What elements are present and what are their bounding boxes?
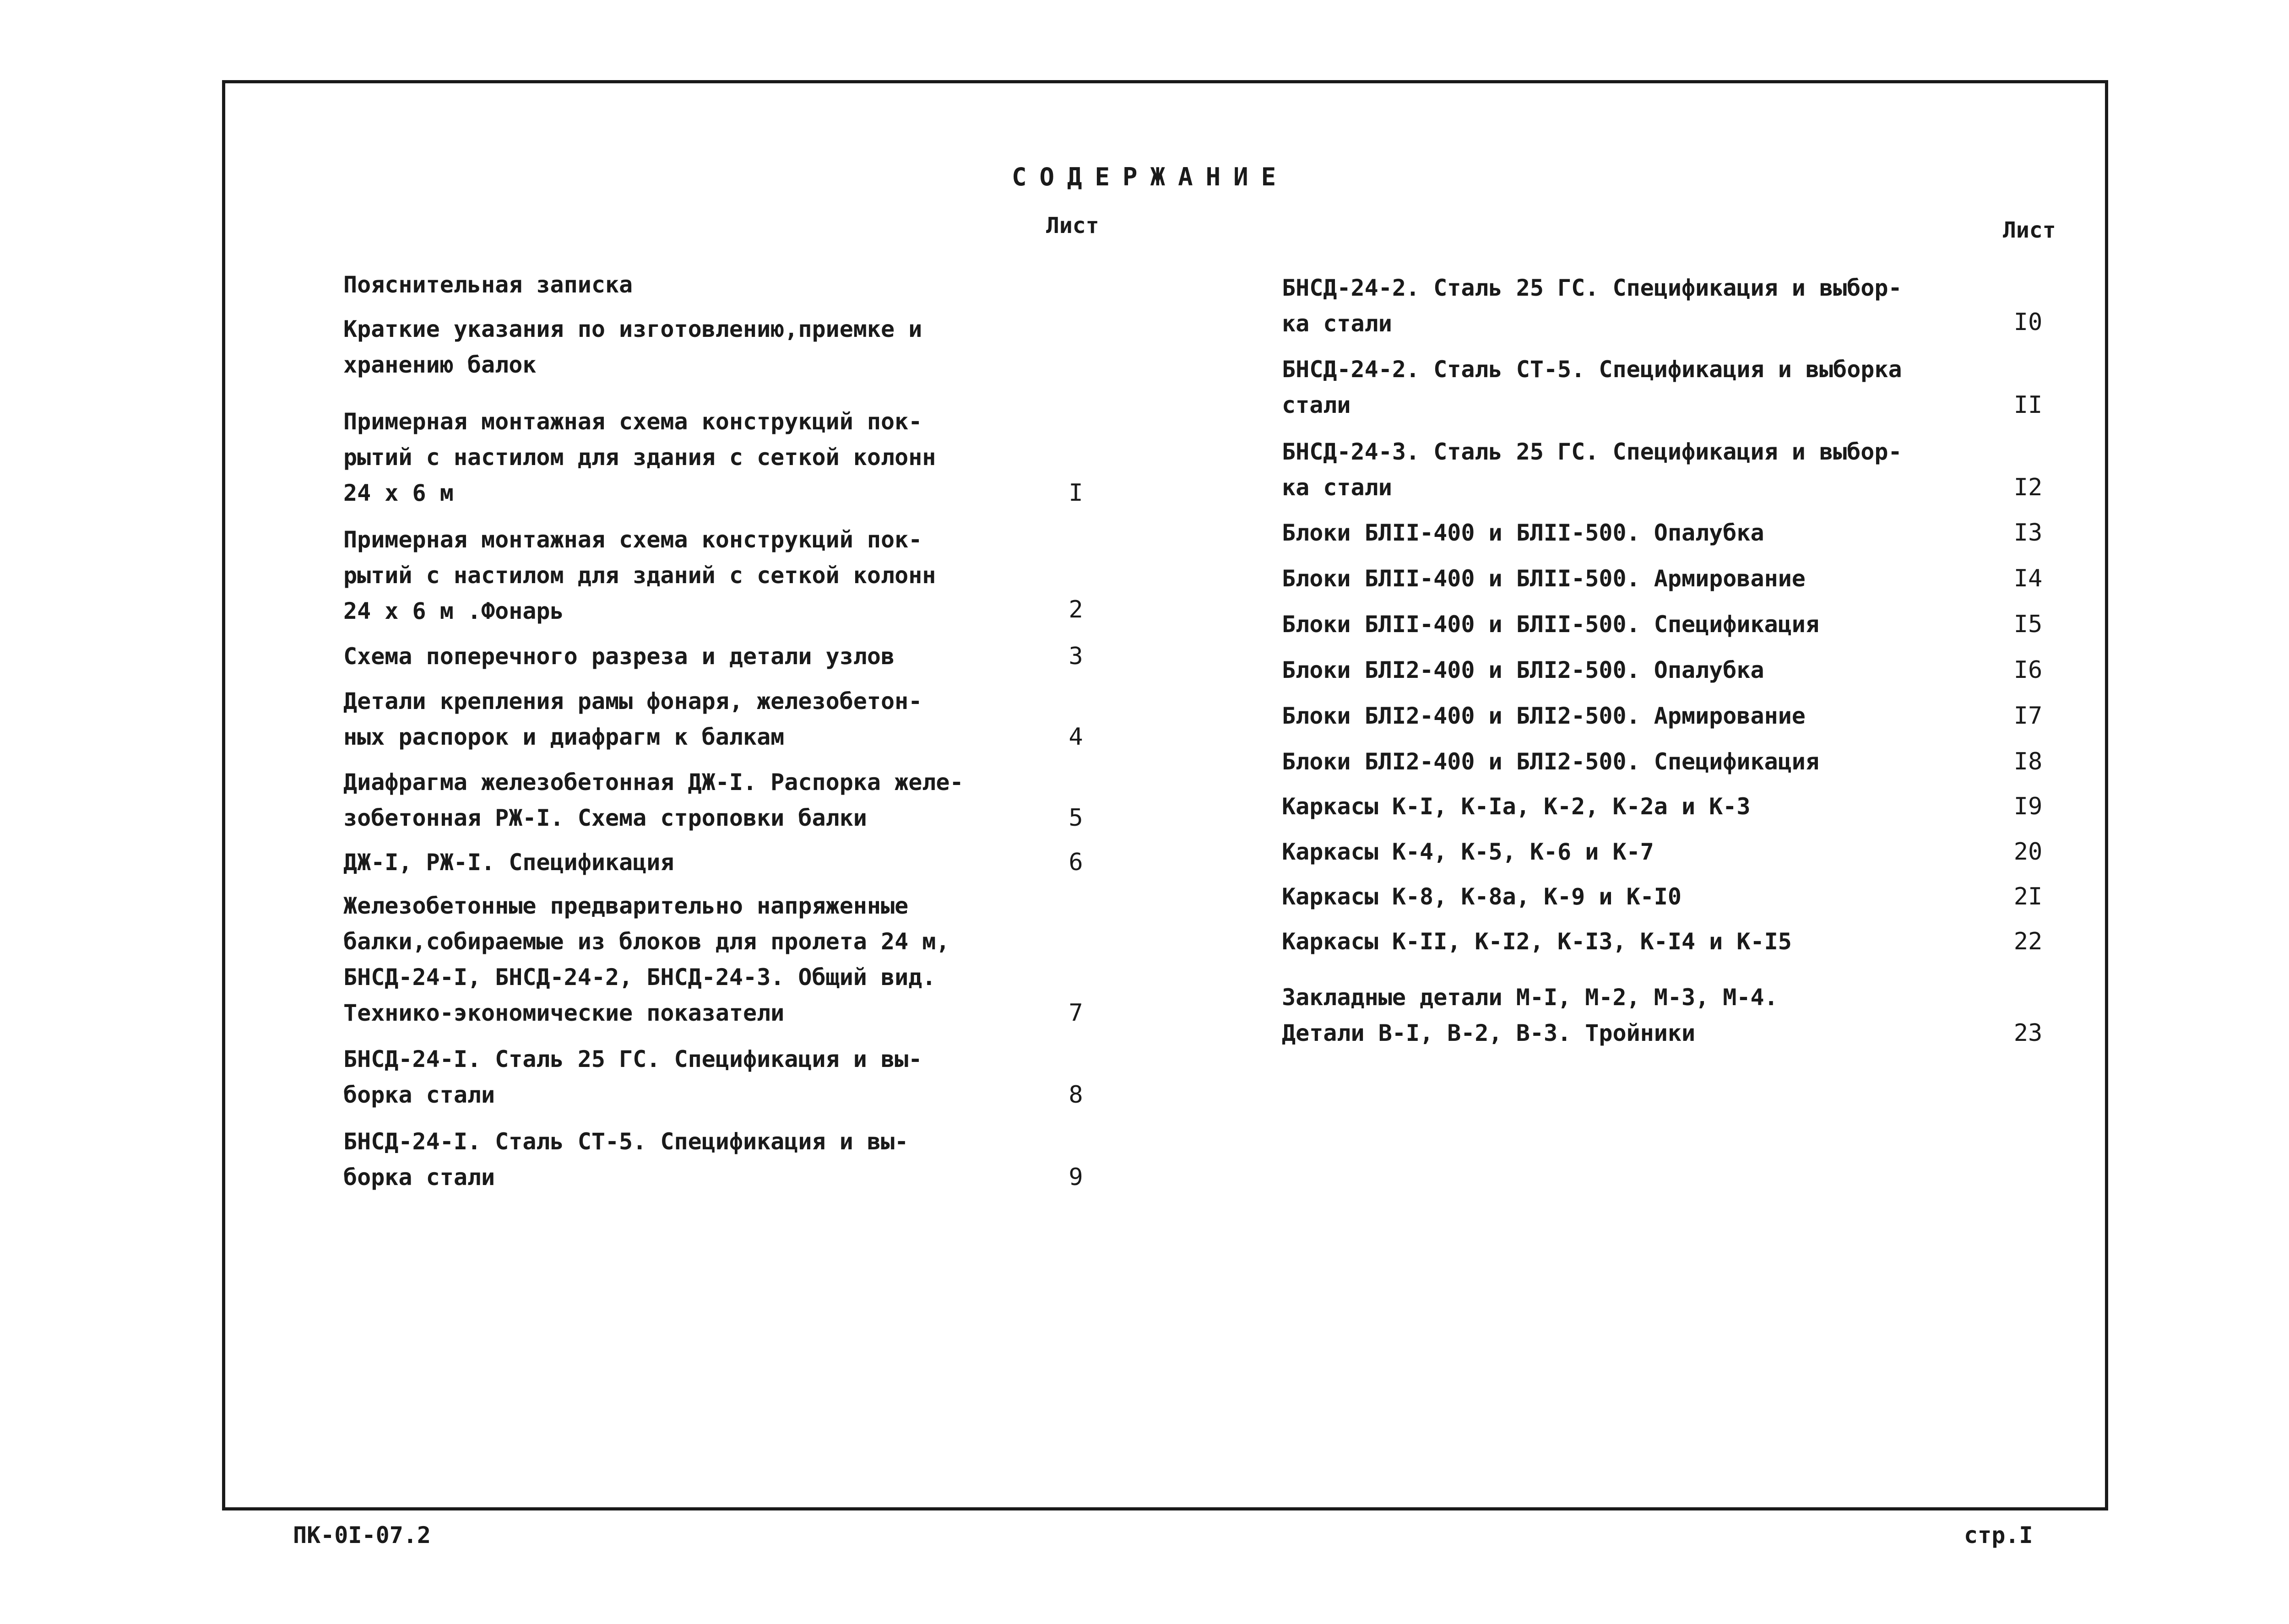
toc-entry	[343, 888, 950, 1031]
toc-sheet-number: 2	[1069, 596, 1083, 623]
toc-entry	[343, 844, 674, 880]
toc-sheet-number: 7	[1069, 999, 1083, 1027]
toc-entry	[1282, 270, 1902, 341]
toc-entry	[1282, 744, 1819, 780]
toc-entry-text: Каркасы К-II, К-I2, К-I3, К-I4 и К-I5	[1282, 928, 1792, 955]
toc-sheet-number: 20	[2013, 838, 2043, 866]
left-sheet-header: Лист	[1046, 213, 1099, 238]
toc-entry	[1282, 924, 1792, 959]
toc-entry-text: Диафрагма железобетонная ДЖ-I. Распорка желе- зобетонная РЖ-I. Схема строповки балки	[343, 769, 964, 831]
toc-entry	[1282, 652, 1764, 688]
toc-entry-text: Пояснительная записка	[343, 271, 633, 298]
toc-entry-text: БНСД-24-3. Сталь 25 ГС. Спецификация и выбор- ка стали	[1282, 438, 1902, 501]
toc-sheet-number: I9	[2013, 793, 2043, 820]
toc-sheet-number: 3	[1069, 643, 1083, 670]
toc-entry-text: Каркасы К-I, К-Iа, К-2, К-2а и К-3	[1282, 793, 1751, 820]
contents-title: СОДЕРЖАНИЕ	[1012, 162, 1289, 191]
toc-entry	[1282, 515, 1764, 551]
toc-sheet-number: I2	[2013, 474, 2043, 501]
toc-entry-text: Блоки БЛII-400 и БЛII-500. Армирование	[1282, 565, 1806, 592]
toc-entry-text: Краткие указания по изготовлению,приемке и хранению балок	[343, 316, 922, 378]
toc-entry	[1282, 834, 1654, 870]
toc-entry	[343, 404, 936, 511]
toc-entry	[343, 1124, 908, 1195]
toc-entry	[343, 683, 922, 755]
toc-entry-text: Детали крепления рамы фонаря, железобетон- ных распорок и диафрагм к балкам	[343, 688, 922, 750]
toc-sheet-number: 22	[2013, 928, 2043, 955]
toc-entry	[1282, 434, 1902, 505]
toc-entry-text: Примерная монтажная схема конструкций пок- рытий с настилом для здания с сеткой колонн 24 х 6 м	[343, 408, 936, 506]
right-sheet-header: Лист	[2003, 217, 2056, 243]
toc-entry-text: БНСД-24-2. Сталь 25 ГС. Спецификация и выбор- ка стали	[1282, 275, 1902, 337]
toc-entry-text: Железобетонные предварительно напряженные балки,собираемые из блоков для пролета 24 м, БНСД-24-I, БНСД-24-2, БНСД-24-3. Общий вид. Технико-экономические показатели	[343, 893, 950, 1026]
toc-entry-text: Блоки БЛI2-400 и БЛI2-500. Спецификация	[1282, 748, 1819, 775]
toc-entry	[1282, 606, 1819, 642]
toc-entry	[343, 639, 895, 674]
toc-entry-text: Блоки БЛI2-400 и БЛI2-500. Опалубка	[1282, 657, 1764, 683]
toc-sheet-number: I0	[2013, 309, 2043, 336]
toc-sheet-number: I4	[2013, 565, 2043, 592]
toc-entry-text: Блоки БЛI2-400 и БЛI2-500. Армирование	[1282, 703, 1806, 729]
toc-sheet-number: 2I	[2013, 883, 2043, 910]
toc-sheet-number: 8	[1069, 1081, 1083, 1109]
toc-sheet-number: 5	[1069, 804, 1083, 832]
toc-sheet-number: I7	[2013, 702, 2043, 730]
toc-entry	[343, 267, 633, 303]
toc-sheet-number: I3	[2013, 519, 2043, 547]
page-number: стр.I	[1964, 1522, 2033, 1548]
toc-sheet-number: I6	[2013, 656, 2043, 684]
toc-sheet-number: 6	[1069, 849, 1083, 876]
toc-entry-text: Каркасы К-4, К-5, К-6 и К-7	[1282, 839, 1654, 865]
toc-entry	[1282, 789, 1751, 824]
toc-entry-text: Каркасы К-8, К-8а, К-9 и К-I0	[1282, 883, 1681, 910]
toc-entry	[343, 522, 936, 629]
toc-entry	[1282, 561, 1806, 596]
toc-entry-text: Блоки БЛII-400 и БЛII-500. Опалубка	[1282, 520, 1764, 546]
toc-entry	[343, 311, 922, 383]
toc-entry	[1282, 698, 1806, 734]
toc-sheet-number: I	[1069, 479, 1083, 507]
toc-sheet-number: 23	[2013, 1019, 2043, 1047]
toc-entry	[343, 1041, 922, 1113]
toc-entry	[1282, 980, 1778, 1051]
toc-entry-text: Примерная монтажная схема конструкций пок- рытий с настилом для зданий с сеткой колонн 24 х 6 м .Фонарь	[343, 526, 936, 624]
toc-entry-text: БНСД-24-I. Сталь СТ-5. Спецификация и вы- борка стали	[343, 1128, 909, 1191]
toc-sheet-number: 9	[1069, 1164, 1083, 1191]
document-code: ПК-0I-07.2	[293, 1522, 431, 1548]
toc-entry-text: БНСД-24-2. Сталь СТ-5. Спецификация и выборка стали	[1282, 356, 1902, 418]
toc-sheet-number: 4	[1069, 723, 1083, 751]
toc-entry	[1282, 879, 1681, 915]
toc-sheet-number: I5	[2013, 611, 2043, 638]
toc-sheet-number: II	[2013, 391, 2043, 419]
toc-sheet-number: I8	[2013, 748, 2043, 775]
toc-entry-text: Схема поперечного разреза и детали узлов	[343, 643, 895, 670]
toc-entry	[1282, 352, 1902, 423]
toc-entry	[343, 764, 964, 836]
toc-entry-text: БНСД-24-I. Сталь 25 ГС. Спецификация и вы- борка стали	[343, 1046, 922, 1108]
toc-entry-text: Закладные детали М-I, М-2, М-3, М-4. Детали В-I, В-2, В-3. Тройники	[1282, 984, 1778, 1046]
toc-entry-text: Блоки БЛII-400 и БЛII-500. Спецификация	[1282, 611, 1819, 638]
toc-entry-text: ДЖ-I, РЖ-I. Спецификация	[343, 849, 674, 876]
